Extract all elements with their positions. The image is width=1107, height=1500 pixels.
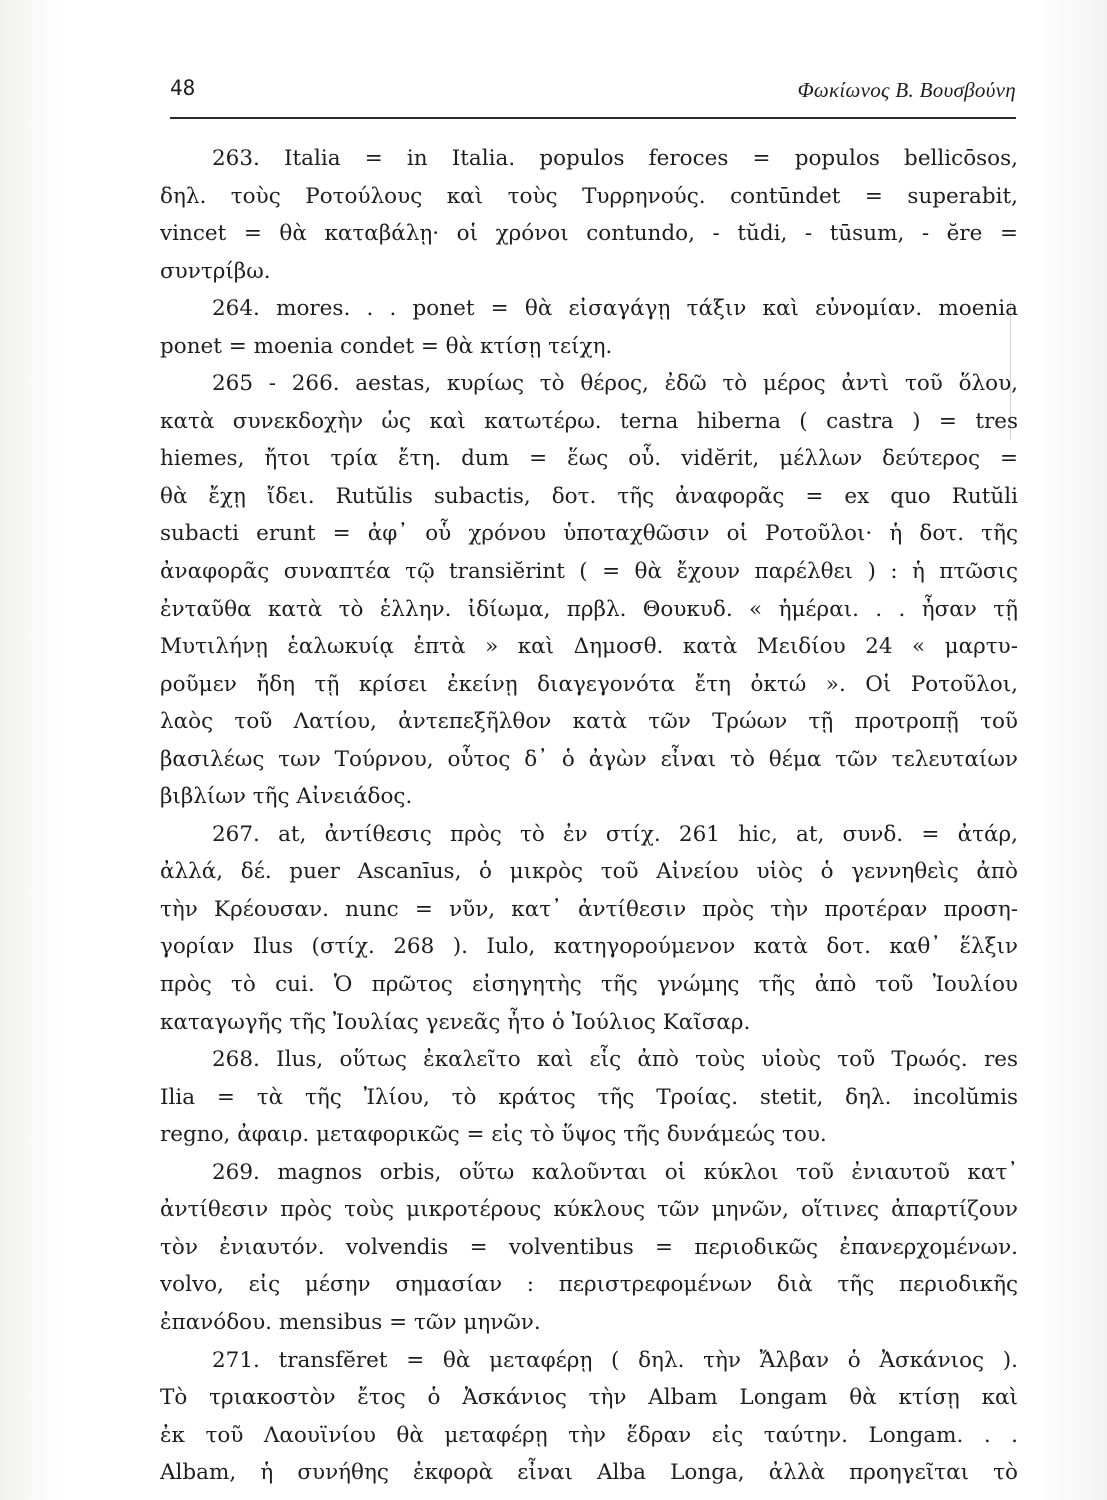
text-line: βασιλέως των Τούρνου, οὗτος δ᾽ ὁ ἀγὼν εἶναι τὸ θέμα τῶν τελευταίων bbox=[160, 746, 1018, 772]
text-line: hiemes, ἤτοι τρία ἔτη. dum = ἕως οὗ. vidĕrit, μέλλων δεύτερος = bbox=[160, 446, 1018, 472]
text-line: 268. Ilus, οὕτως ἐκαλεῖτο καὶ εἷς ἀπὸ τοὺς υἱοὺς τοῦ Τρωός. res bbox=[212, 1047, 1018, 1073]
text-line: ἐκ τοῦ Λαουϊνίου θὰ μεταφέρῃ τὴν ἕδραν εἰς ταύτην. Longam. . . bbox=[160, 1422, 1018, 1448]
text-line: 267. at, ἀντίθεσις πρὸς τὸ ἐν στίχ. 261 hic, at, συνδ. = ἀτάρ, bbox=[212, 821, 1018, 847]
page-number: 48 bbox=[170, 76, 196, 100]
commentary-text bbox=[160, 140, 1018, 1492]
text-line: ponet = moenia condet = θὰ κτίσῃ τείχη. bbox=[160, 333, 613, 359]
page-header bbox=[170, 72, 1016, 108]
text-line: δηλ. τοὺς Ροτούλους καὶ τοὺς Τυρρηνούς. contūndet = superabit, bbox=[160, 183, 1018, 209]
text-line: subacti erunt = ἀφ᾽ οὗ χρόνου ὑποταχθῶσιν οἱ Ροτοῦλοι· ἡ δοτ. τῆς bbox=[160, 521, 1018, 547]
text-line: βιβλίων τῆς Αἰνειάδος. bbox=[160, 784, 413, 810]
text-line: συντρίβω. bbox=[160, 258, 271, 284]
scan-fold-mark bbox=[1010, 300, 1011, 440]
text-line: 271. transfĕret = θὰ μεταφέρῃ ( δηλ. τὴν Ἄλβαν ὁ Ἀσκάνιος ). bbox=[212, 1347, 1018, 1373]
text-line: 265 - 266. aestas, κυρίως τὸ θέρος, ἐδῶ τὸ μέρος ἀντὶ τοῦ ὅλου, bbox=[212, 371, 1018, 397]
text-line: regno, ἀφαιρ. μεταφορικῶς = εἰς τὸ ὕψος τῆς δυνάμεώς του. bbox=[160, 1122, 827, 1148]
text-line: κατὰ συνεκδοχὴν ὡς καὶ κατωτέρω. terna hiberna ( castra ) = tres bbox=[160, 408, 1018, 434]
text-line: Τὸ τριακοστὸν ἔτος ὁ Ἀσκάνιος τὴν Albam Longam θὰ κτίσῃ καὶ bbox=[160, 1385, 1018, 1411]
header-rule bbox=[170, 117, 1016, 119]
text-line: τὴν Κρέουσαν. nunc = νῦν, κατ᾽ ἀντίθεσιν πρὸς τὴν προτέραν προση- bbox=[160, 896, 1018, 922]
text-line: τὸν ἐνιαυτόν. volvendis = volventibus = περιοδικῶς ἐπανερχομένων. bbox=[160, 1234, 1018, 1260]
text-line: ἀναφορᾶς συναπτέα τῷ transiĕrint ( = θὰ ἔχουν παρέλθει ) : ἡ πτῶσις bbox=[160, 559, 1018, 585]
text-line: volvo, εἰς μέσην σημασίαν : περιστρεφομένων διὰ τῆς περιοδικῆς bbox=[160, 1272, 1018, 1298]
text-line: Μυτιλήνῃ ἑαλωκυίᾳ ἑπτὰ » καὶ Δημοσθ. κατὰ Μειδίου 24 « μαρτυ- bbox=[160, 634, 1018, 660]
text-line: πρὸς τὸ cui. Ὁ πρῶτος εἰσηγητὴς τῆς γνώμης τῆς ἀπὸ τοῦ Ἰουλίου bbox=[160, 972, 1018, 998]
text-line: ἐπανόδου. mensibus = τῶν μηνῶν. bbox=[160, 1309, 541, 1335]
text-line: vincet = θὰ καταβάλῃ· οἱ χρόνοι contundo, - tŭdi, - tūsum, - ĕre = bbox=[160, 221, 1018, 247]
text-line: καταγωγῆς τῆς Ἰουλίας γενεᾶς ἦτο ὁ Ἰούλιος Καῖσαρ. bbox=[160, 1009, 751, 1035]
text-line: λαὸς τοῦ Λατίου, ἀντεπεξῆλθον κατὰ τῶν Τρώων τῇ προτροπῇ τοῦ bbox=[160, 709, 1018, 735]
text-line: ἀλλά, δέ. puer Ascanīus, ὁ μικρὸς τοῦ Αἰνείου υἱὸς ὁ γεννηθεὶς ἀπὸ bbox=[160, 859, 1018, 885]
text-line: Ilia = τὰ τῆς Ἰλίου, τὸ κράτος τῆς Τροίας. stetit, δηλ. incolŭmis bbox=[160, 1084, 1018, 1110]
text-line: 269. magnos orbis, οὕτω καλοῦνται οἱ κύκλοι τοῦ ἐνιαυτοῦ κατ᾽ bbox=[212, 1159, 1018, 1185]
text-line: ἐνταῦθα κατὰ τὸ ἑλλην. ἰδίωμα, πρβλ. Θουκυδ. « ἡμέραι. . . ἦσαν τῇ bbox=[160, 596, 1018, 622]
text-line: 263. Italia = in Italia. populos feroces = populos bellicōsos, bbox=[212, 146, 1018, 171]
running-head: Φωκίωνος Β. Βουσβούνη bbox=[797, 78, 1016, 102]
text-line: Albam, ἡ συνήθης ἐκφορὰ εἶναι Alba Longa, ἀλλὰ προηγεῖται τὸ bbox=[160, 1460, 1018, 1486]
text-line: θὰ ἔχῃ ἴδει. Rutŭlis subactis, δοτ. τῆς ἀναφορᾶς = ex quo Rutŭli bbox=[160, 483, 1018, 509]
text-line: 264. mores. . . ponet = θὰ εἰσαγάγῃ τάξιν καὶ εὐνομίαν. moenia bbox=[212, 296, 1018, 322]
text-line: γορίαν Ilus (στίχ. 268 ). Iulo, κατηγορούμενον κατὰ δοτ. καθ᾽ ἕλξιν bbox=[160, 934, 1018, 960]
text-line: ροῦμεν ἤδη τῇ κρίσει ἐκείνῃ διαγεγονότα ἔτη ὀκτώ ». Οἱ Ροτοῦλοι, bbox=[160, 671, 1018, 697]
text-line: ἀντίθεσιν πρὸς τοὺς μικροτέρους κύκλους τῶν μηνῶν, οἵτινες ἀπαρτίζουν bbox=[160, 1197, 1018, 1223]
